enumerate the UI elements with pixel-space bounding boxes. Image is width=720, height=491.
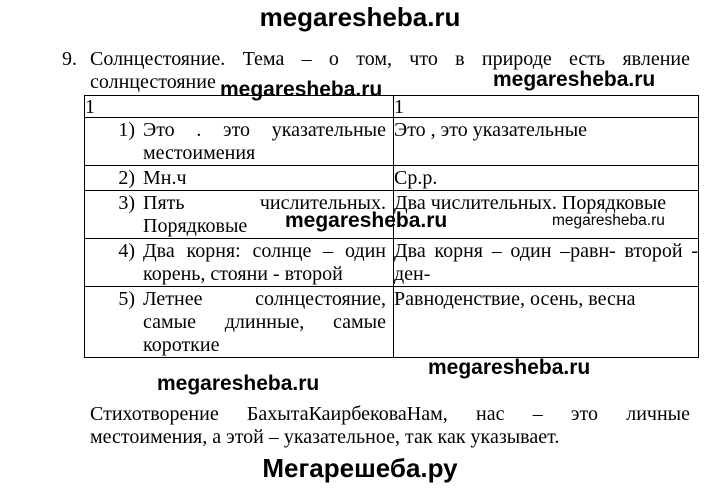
table-cell-right <box>394 166 699 191</box>
row-number: 3) <box>118 192 135 214</box>
cell-line: короткие <box>143 334 220 356</box>
cell-line: Два корня: солнце – один <box>143 240 386 262</box>
cell-line: Два корня – один –равн- второй - <box>394 240 698 262</box>
cell-line: корень, стояни - второй <box>143 263 343 285</box>
conclusion-line: Стихотворение БахытаКаирбековаНам, нас – это личные <box>90 403 690 425</box>
cell-line: самые длинные, самые <box>143 311 386 333</box>
row-number: 5) <box>118 288 135 310</box>
conclusion-line: местоимения, а этой – указательное, так как указывает. <box>90 426 560 448</box>
cell-line: ден- <box>394 263 431 285</box>
header-watermark: megaresheba.ru <box>259 2 461 32</box>
cell-line: местоимения <box>143 142 256 164</box>
table-cell-left <box>85 287 394 358</box>
table-header-left: 1 <box>85 96 394 118</box>
cell-line: Мн.ч <box>143 167 187 189</box>
task-number: 9. <box>62 48 77 70</box>
conclusion-paragraph <box>90 403 690 449</box>
footer-watermark: Мегарешеба.ру <box>262 453 458 483</box>
cell-line: Два числительных. Порядковые <box>394 192 667 214</box>
row-number: 4) <box>118 240 135 262</box>
overlay-watermark: megaresheba.ru <box>428 356 591 379</box>
row-number: 1) <box>118 119 135 141</box>
cell-line: Ср.р. <box>394 167 438 189</box>
cell-line: Порядковые <box>143 215 248 237</box>
overlay-watermark: megaresheba.ru <box>220 78 383 101</box>
table-header-right: 1 <box>394 96 699 118</box>
table-row <box>85 239 699 287</box>
overlay-watermark: megaresheba.ru <box>493 68 656 91</box>
table-header-row <box>85 96 699 118</box>
cell-line: Пять числительных. <box>143 192 386 214</box>
table-cell-left <box>85 118 394 166</box>
cell-line: Это , это указательные <box>394 119 588 141</box>
table-row <box>85 166 699 191</box>
cell-line: Летнее солнцестояние, <box>143 288 386 310</box>
table-cell-right <box>394 287 699 358</box>
table-cell-right <box>394 239 699 287</box>
cell-line: Равноденствие, осень, весна <box>394 288 636 310</box>
table-cell-left <box>85 239 394 287</box>
table-row <box>85 118 699 166</box>
table-cell-left <box>85 166 394 191</box>
row-number: 2) <box>118 167 135 189</box>
table-row <box>85 287 699 358</box>
overlay-watermark: megaresheba.ru <box>285 209 448 232</box>
overlay-watermark-small: megaresheba.ru <box>552 212 665 229</box>
overlay-watermark: megaresheba.ru <box>157 372 320 395</box>
task-text-line: солнцестояние <box>90 71 216 93</box>
cell-line: Это . это указательные <box>143 119 386 141</box>
task-text-line: Солнцестояние. Тема – о том, что в природе есть явление <box>90 48 690 70</box>
table-cell-right <box>394 118 699 166</box>
